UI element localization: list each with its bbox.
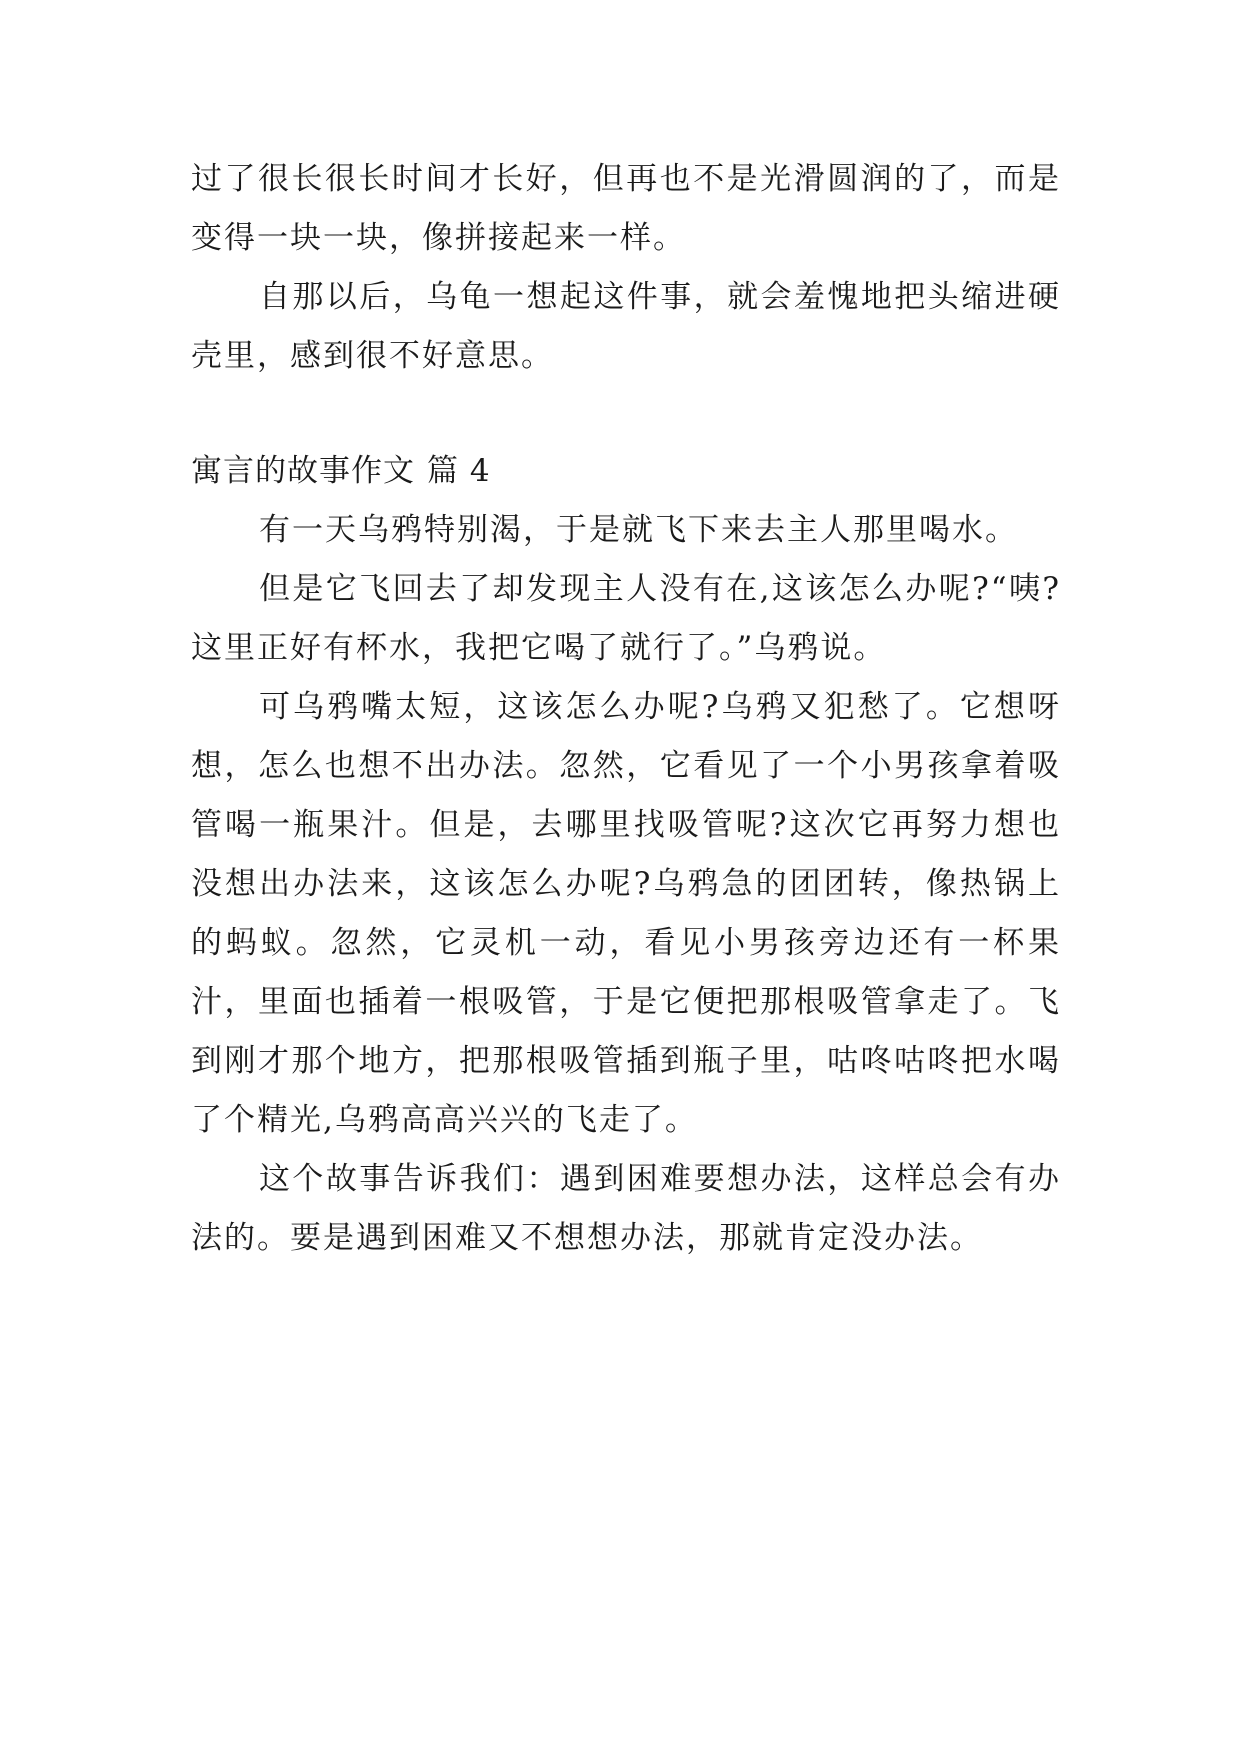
paragraph-crow-straw: 可乌鸦嘴太短，这该怎么办呢?乌鸦又犯愁了。它想呀想，怎么也想不出办法。忽然，它看见了一个小男孩拿着吸管喝一瓶果汁。但是，去哪里找吸管呢?这次它再努力想也没想出办法来，这该怎么办呢?乌鸦急的团团转，像热锅上的蚂蚁。忽然，它灵机一动，看见小男孩旁边还有一杯果汁，里面也插着一根吸管，于是它便把那根吸管拿走了。飞到刚才那个地方，把那根吸管插到瓶子里，咕咚咕咚把水喝了个精光,乌鸦高高兴兴的飞走了。 bbox=[191, 689, 1061, 1138]
paragraph-moral: 这个故事告诉我们：遇到困难要想办法，这样总会有办法的。要是遇到困难又不想想办法，那就肯定没办法。 bbox=[191, 1161, 1061, 1256]
section-title: 寓言的故事作文 bbox=[191, 453, 415, 489]
document-body bbox=[191, 150, 1061, 1268]
paragraph-continuation: 过了很长很长时间才长好，但再也不是光滑圆润的了，而是变得一块一块，像拼接起来一样。 bbox=[191, 161, 1061, 256]
section-number: 篇 4 bbox=[427, 453, 491, 489]
section-heading bbox=[191, 442, 1061, 501]
paragraph-crow-finds-water: 但是它飞回去了却发现主人没有在,这该怎么办呢?“咦?这里正好有杯水，我把它喝了就行了。”乌鸦说。 bbox=[191, 571, 1061, 666]
paragraph-turtle-ending: 自那以后，乌龟一想起这件事，就会羞愧地把头缩进硬壳里，感到很不好意思。 bbox=[191, 279, 1061, 374]
paragraph-crow-thirsty: 有一天乌鸦特别渴，于是就飞下来去主人那里喝水。 bbox=[259, 512, 1018, 548]
